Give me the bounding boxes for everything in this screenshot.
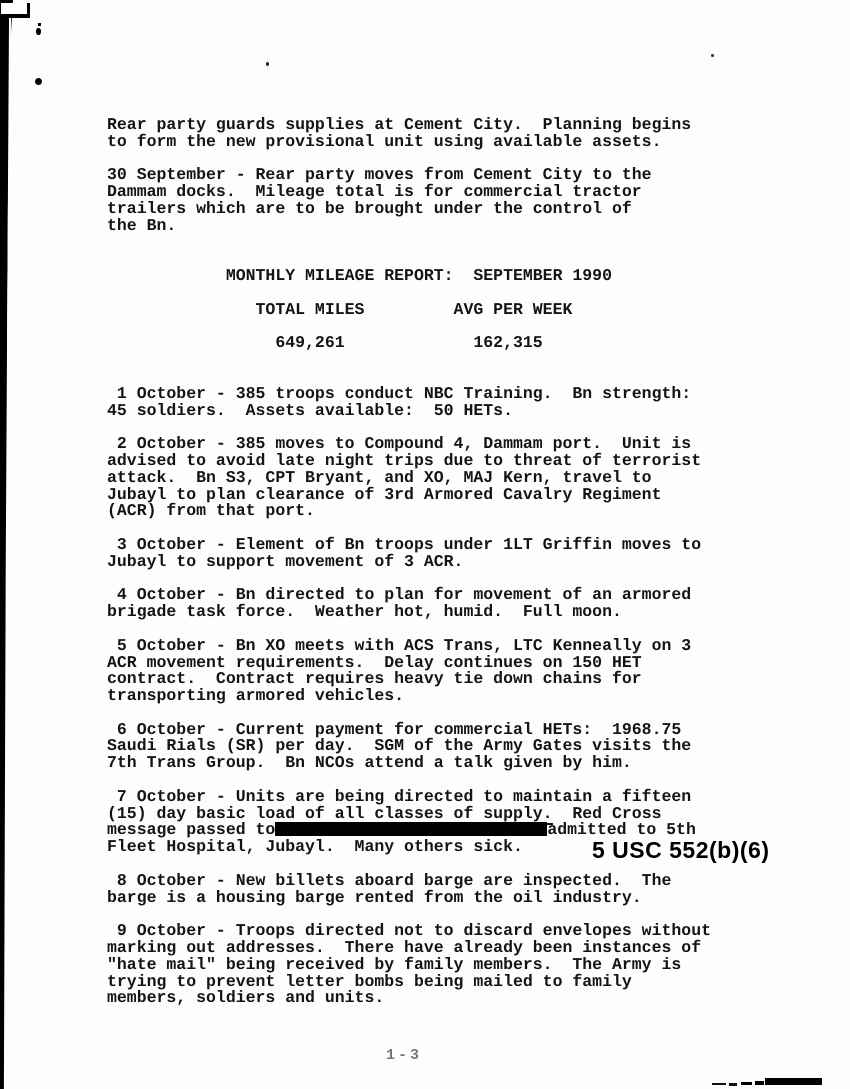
text-segment: message passed to bbox=[107, 820, 276, 840]
scan-artifact-corner-notch bbox=[1, 3, 30, 18]
text-line: members, soldiers and units. bbox=[107, 988, 385, 1008]
text-line: 7 October - Units are being directed to maintain a fifteen bbox=[107, 786, 692, 806]
paragraph bbox=[107, 635, 711, 706]
text-segment: Red Cross bbox=[552, 803, 662, 823]
page-number: 1-3 bbox=[386, 1047, 423, 1064]
scan-smudge-segment bbox=[712, 1083, 726, 1085]
scan-artifact-left-bar bbox=[0, 0, 13, 1089]
paragraph bbox=[107, 923, 711, 1007]
scan-smudge-segment bbox=[755, 1081, 764, 1085]
text-line: to form the new provisional unit using available assets. bbox=[107, 131, 662, 151]
text-line: 8 October - New billets aboard barge are inspected. The bbox=[107, 870, 672, 890]
paragraph bbox=[107, 719, 711, 773]
text-line: 1 October - 385 troops conduct NBC Training. Bn strength: bbox=[107, 383, 692, 403]
text-line: barge is a housing barge rented from the oil industry. bbox=[107, 887, 642, 907]
text-line: Jubayl to plan clearance of 3rd Armored Cavalry Regiment bbox=[107, 484, 662, 504]
document-text bbox=[107, 117, 711, 1007]
paragraph bbox=[107, 383, 711, 420]
text-segment: (15) day basic lo bbox=[107, 803, 276, 823]
paragraph bbox=[107, 117, 711, 151]
text-line: 6 October - Current payment for commercial HETs: 1968.75 bbox=[107, 719, 682, 739]
text-line: MONTHLY MILEAGE REPORT: SEPTEMBER 1990 bbox=[107, 266, 612, 286]
foia-exemption-stamp: 5 USC 552(b)(6) bbox=[592, 837, 770, 863]
text-line: 7th Trans Group. Bn NCOs attend a talk given by him. bbox=[107, 753, 632, 773]
text-line: (ACR) from that port. bbox=[107, 501, 315, 521]
text-line: TOTAL MILES AVG PER WEEK bbox=[107, 299, 573, 319]
text-line: Saudi Rials (SR) per day. SGM of the Army Gates visits the bbox=[107, 736, 692, 756]
text-line: Jubayl to support movement of 3 ACR. bbox=[107, 551, 464, 571]
text-line: trying to prevent letter bombs being mailed to family bbox=[107, 971, 632, 991]
paragraph bbox=[107, 534, 711, 571]
text-line: 45 soldiers. Assets available: 50 HETs. bbox=[107, 400, 513, 420]
scan-smudge-segment bbox=[729, 1083, 737, 1086]
text-line: 9 October - Troops directed not to discard envelopes without bbox=[107, 921, 711, 941]
scan-ink-mark bbox=[36, 28, 41, 35]
text-line: transporting armored vehicles. bbox=[107, 686, 405, 706]
paragraph bbox=[107, 870, 711, 907]
text-line: contract. Contract requires heavy tie down chains for bbox=[107, 669, 642, 689]
scan-speck bbox=[711, 54, 714, 57]
text-line: trailers which are to be brought under the control of bbox=[107, 198, 632, 218]
text-line: "hate mail" being received by family members. The Army is bbox=[107, 954, 682, 974]
text-line: 3 October - Element of Bn troops under 1LT Griffin moves to bbox=[107, 534, 702, 554]
paragraph bbox=[107, 167, 711, 234]
paragraph bbox=[107, 587, 711, 621]
paragraph bbox=[107, 299, 711, 319]
text-line: ACR movement requirements. Delay continues on 150 HET bbox=[107, 652, 642, 672]
scan-speck bbox=[266, 62, 269, 66]
underlined-text: ad of all classes of supply. bbox=[275, 803, 553, 823]
text-line: Dammam docks. Mileage total is for commercial tractor bbox=[107, 182, 642, 202]
text-line: 649,261 162,315 bbox=[107, 333, 543, 353]
paragraph bbox=[107, 436, 711, 520]
text-line: advised to avoid late night trips due to threat of terrorist bbox=[107, 450, 702, 470]
scan-smudge-segment bbox=[741, 1082, 752, 1085]
scan-speck-mark bbox=[38, 23, 41, 26]
text-line: the Bn. bbox=[107, 215, 177, 235]
text-line: attack. Bn S3, CPT Bryant, and XO, MAJ Kern, travel to bbox=[107, 467, 652, 487]
scan-smudge-segment bbox=[765, 1078, 822, 1085]
text-line: 4 October - Bn directed to plan for movement of an armored bbox=[107, 585, 692, 605]
paragraph bbox=[107, 335, 711, 352]
scan-dot-mark bbox=[35, 78, 42, 85]
paragraph bbox=[107, 268, 711, 285]
text-line: 30 September - Rear party moves from Cement City to the bbox=[107, 165, 652, 185]
text-line: 5 October - Bn XO meets with ACS Trans, LTC Kenneally on 3 bbox=[107, 635, 692, 655]
redaction-bar bbox=[275, 822, 547, 836]
text-line: marking out addresses. There have already been instances of bbox=[107, 938, 702, 958]
text-line: Fleet Hospital, Jubayl. Many others sick. bbox=[107, 837, 523, 857]
text-segment: admitted to 5th bbox=[547, 820, 696, 840]
text-line: brigade task force. Weather hot, humid. Full moon. bbox=[107, 602, 622, 622]
text-line: 2 October - 385 moves to Compound 4, Dammam port. Unit is bbox=[107, 434, 692, 454]
text-line: Rear party guards supplies at Cement City. Planning begins bbox=[107, 115, 692, 134]
